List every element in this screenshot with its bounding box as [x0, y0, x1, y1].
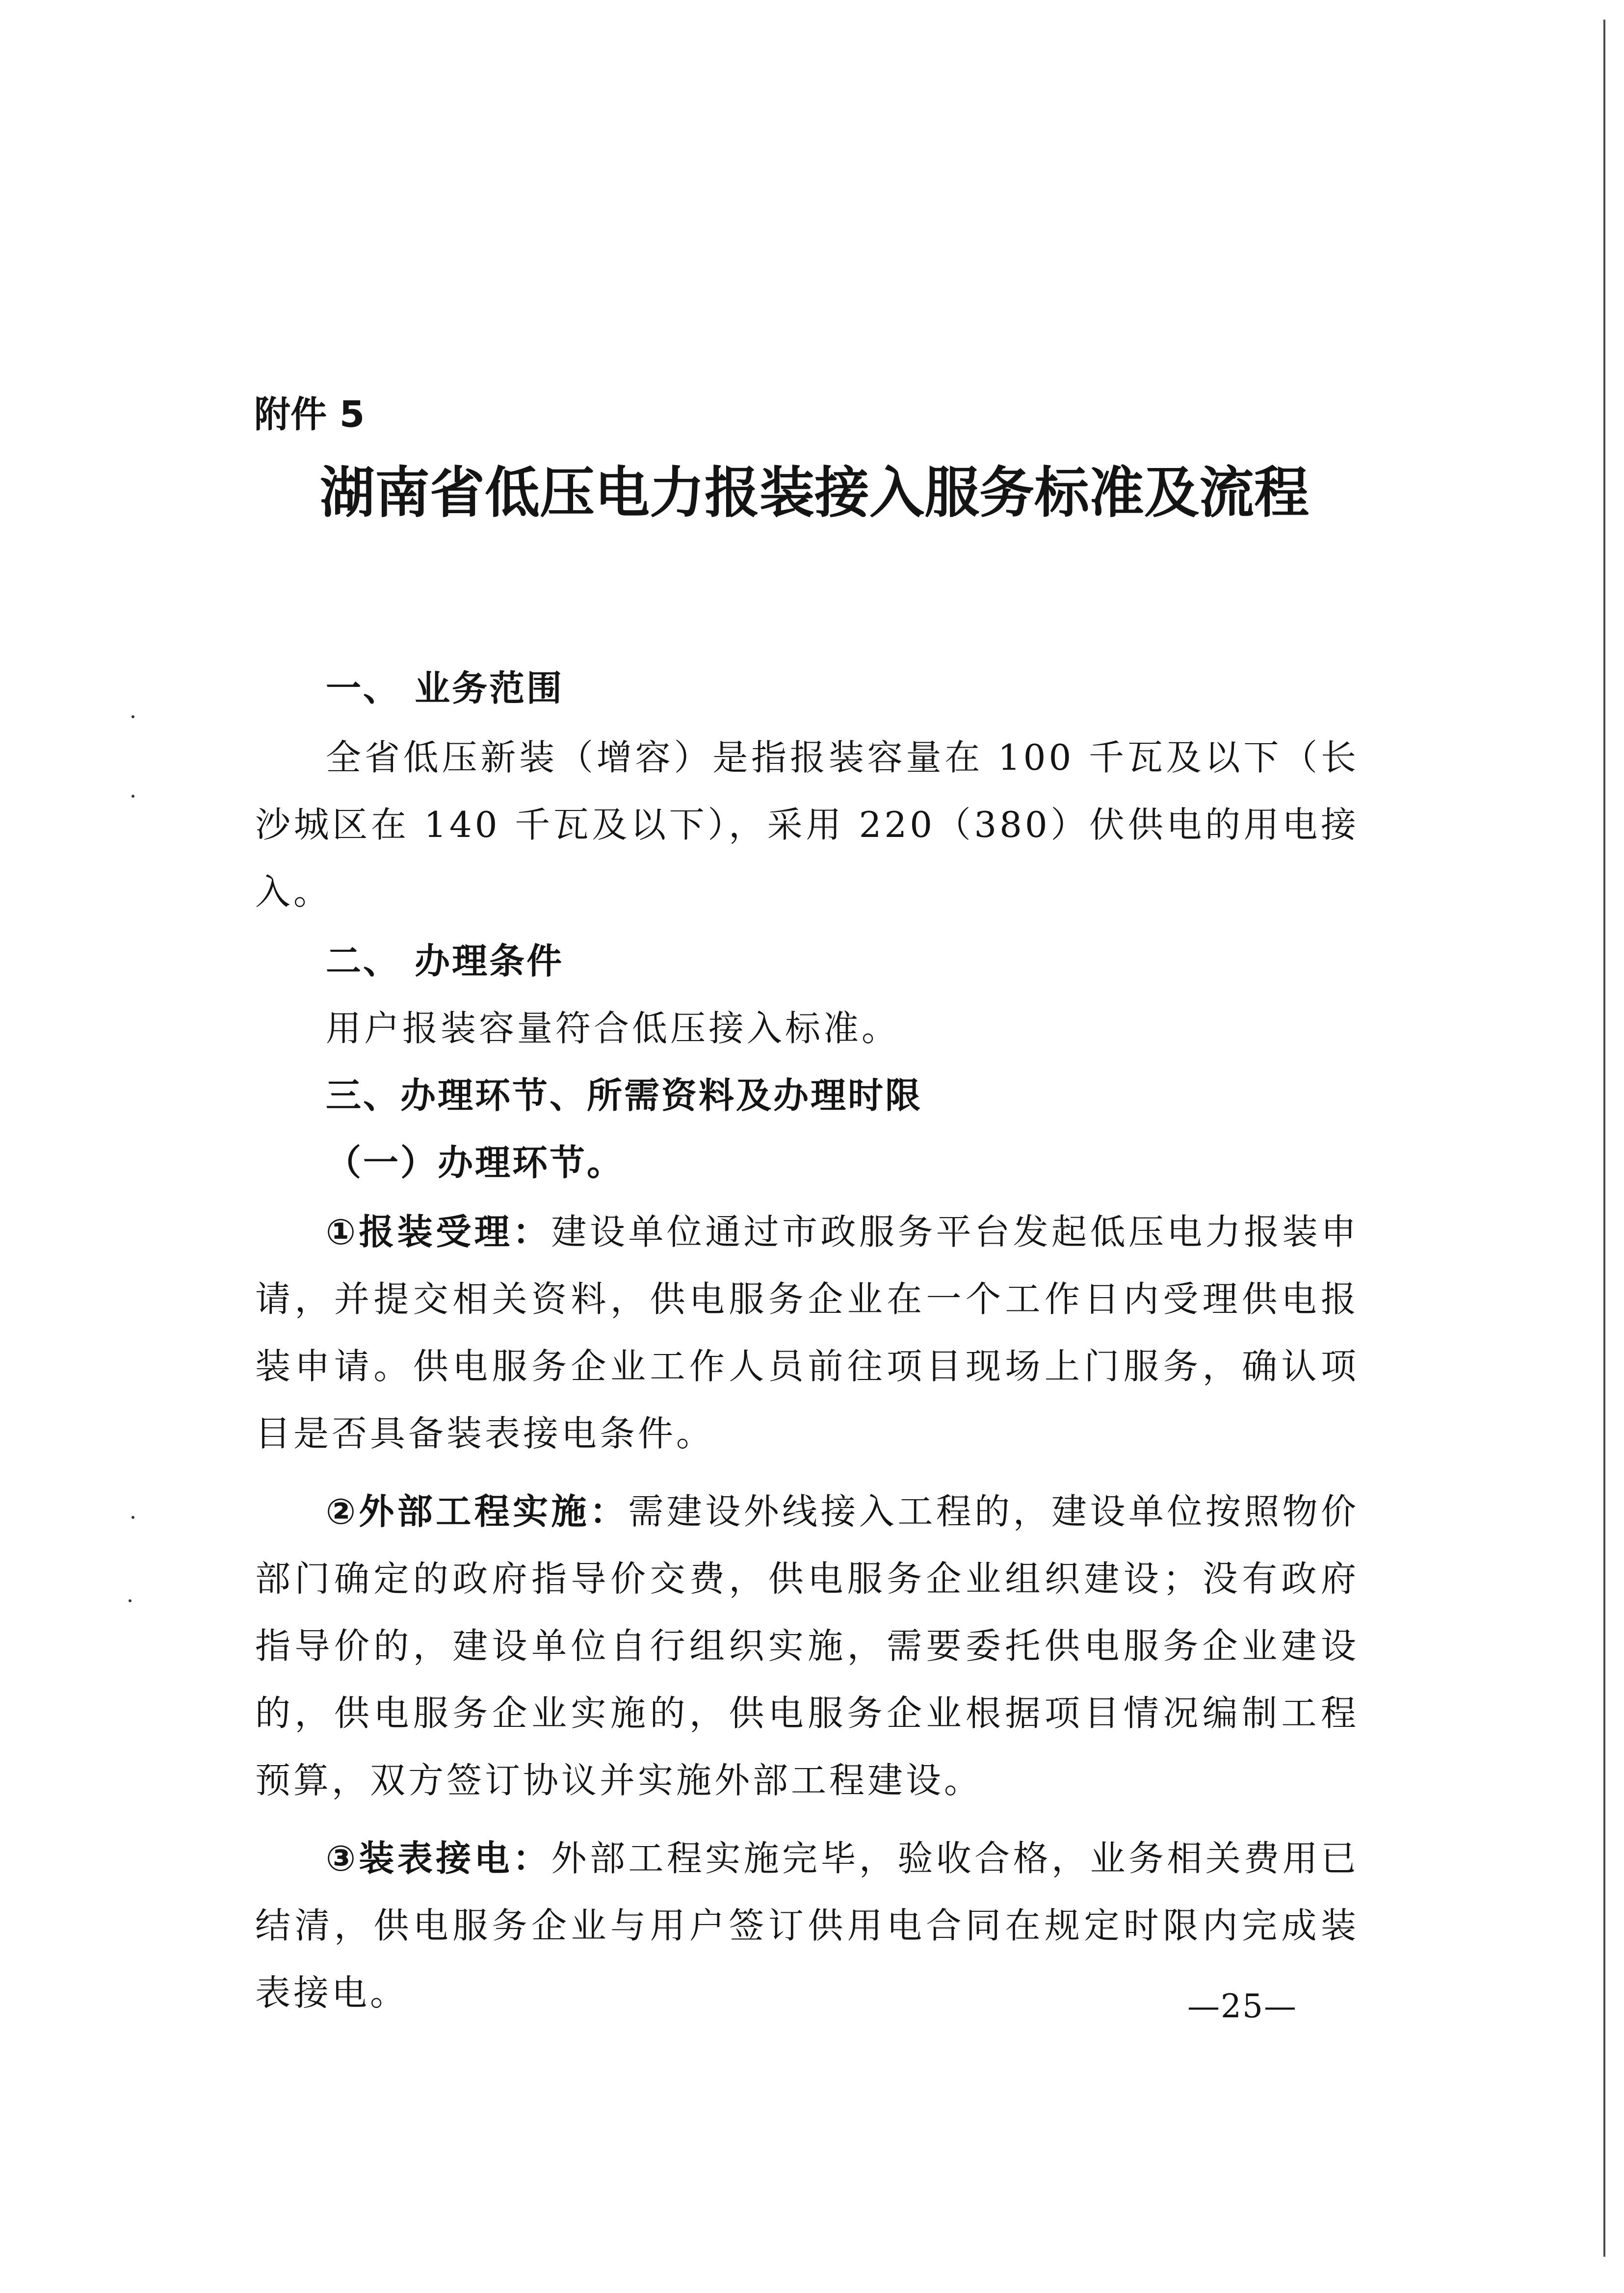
attachment-label: 附件 5	[254, 393, 365, 436]
section-3-heading: 三、办理环节、所需资料及办理时限	[326, 1075, 923, 1116]
section-1-heading: 一、 业务范围	[326, 668, 564, 709]
scan-speck	[129, 1599, 131, 1602]
page-number: —25—	[1187, 1987, 1297, 2025]
section-2-text: 用户报装容量符合低压接入标准。	[326, 1008, 900, 1049]
step-1-lead: ①报装受理：	[326, 1211, 551, 1252]
step-3-lead: ③装表接电：	[326, 1838, 551, 1879]
scan-edge-line	[1603, 20, 1605, 2257]
document-body	[255, 655, 1359, 2027]
scan-speck	[131, 795, 134, 798]
section-1-text: 全省低压新装（增容）是指报装容量在 100 千瓦及以下（长沙城区在 140 千瓦及以下），采用 220（380）伏供电的用电接入。	[255, 737, 1359, 912]
step-2-text: 需建设外线接入工程的，建设单位按照物价部门确定的政府指导价交费，供电服务企业组织建设；没有政府指导价的，建设单位自行组织实施，需要委托供电服务企业建设的，供电服务企业实施的，供电服务企业根据项目情况编制工程预算，双方签订协议并实施外部工程建设。	[255, 1491, 1359, 1801]
step-1-paragraph	[255, 1199, 1359, 1467]
section-2-heading: 二、 办理条件	[326, 940, 564, 982]
step-2-lead: ②外部工程实施：	[326, 1491, 629, 1532]
section-3-subheading: （一）办理环节。	[326, 1142, 625, 1183]
step-2-paragraph	[255, 1478, 1359, 1814]
step-3-text: 外部工程实施完毕，验收合格，业务相关费用已结清，供电服务企业与用户签订供用电合同在规定时限内完成装表接电。	[255, 1838, 1359, 2013]
scan-speck	[131, 715, 134, 718]
document-title: 湖南省低压电力报装接入服务标准及流程	[320, 461, 1309, 525]
scan-speck	[131, 1516, 134, 1519]
step-1-text: 建设单位通过市政服务平台发起低压电力报装申请，并提交相关资料，供电服务企业在一个工作日内受理供电报装申请。供电服务企业工作人员前往项目现场上门服务，确认项目是否具备装表接电条件。	[255, 1211, 1359, 1454]
